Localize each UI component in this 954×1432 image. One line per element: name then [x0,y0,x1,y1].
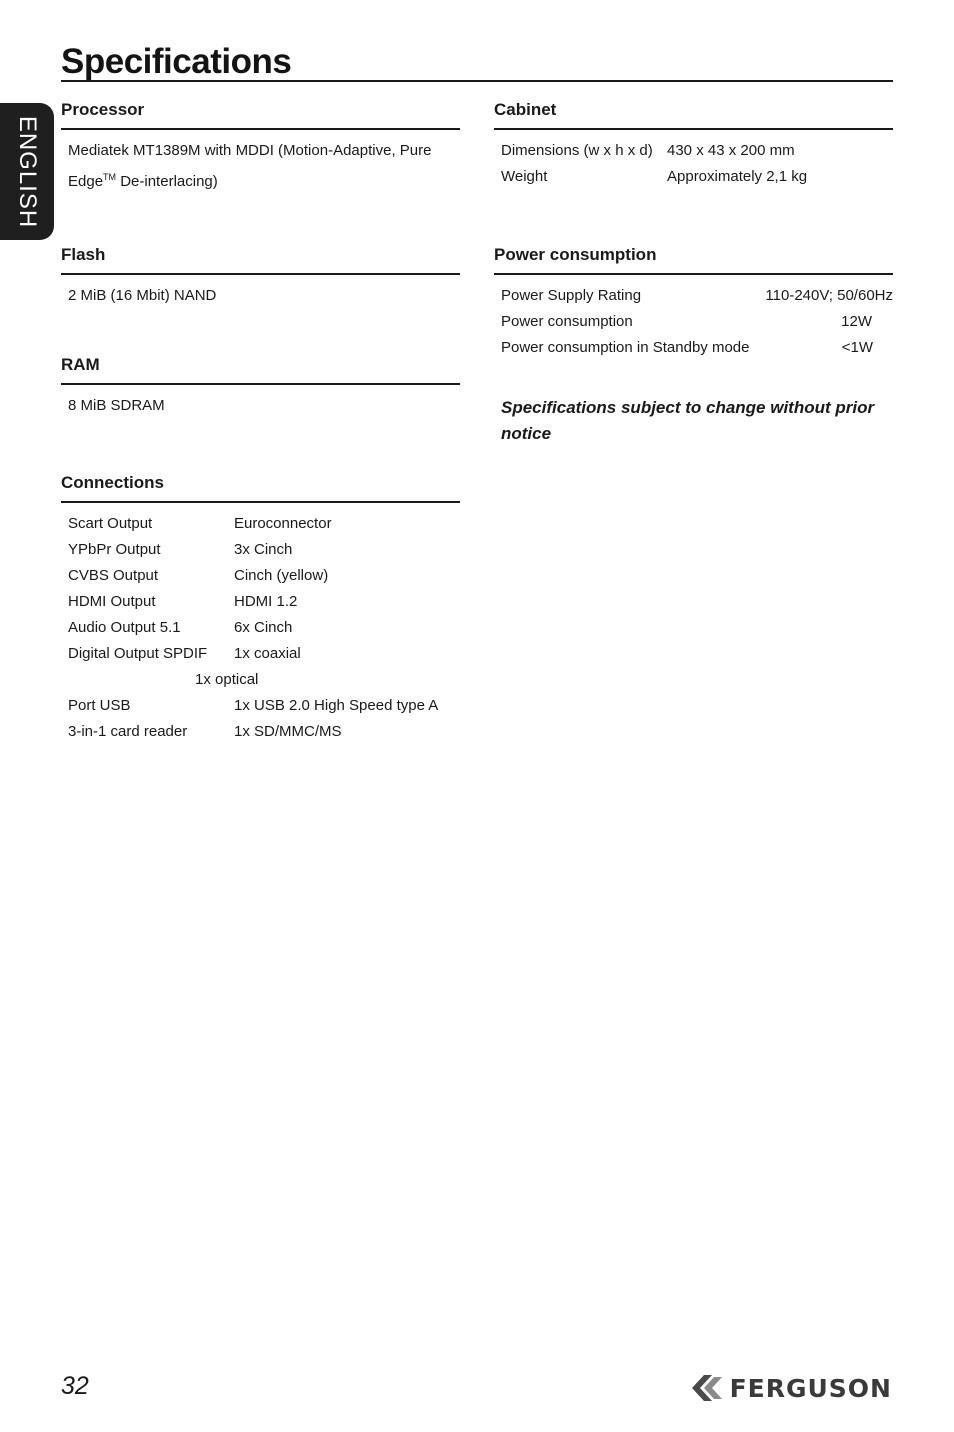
connections-heading: Connections [61,469,460,503]
power-heading: Power consumption [494,241,893,275]
processor-body [61,130,460,241]
table-row [501,283,893,309]
spec-value: Euroconnector [234,515,332,532]
processor-edge-text: Edge [68,173,104,190]
spec-label: Power consumption in Standby mode [501,339,750,356]
table-row [68,511,460,537]
spec-label: Power Supply Rating [501,287,642,304]
table-row [68,615,460,641]
optical-row [68,667,460,693]
spec-label: Weight [501,168,548,185]
flash-heading: Flash [61,241,460,275]
spec-value: Cinch (yellow) [234,567,329,584]
spec-value: 12W [841,313,872,330]
ram-section [61,351,460,469]
language-tab-label: ENGLISH [14,115,41,228]
processor-section [61,96,460,241]
spec-value: <1W [841,339,873,356]
left-column [61,96,460,745]
spec-label: 3-in-1 card reader [68,723,188,740]
spec-value: 1x optical [195,671,259,688]
page-title: Specifications [61,42,292,81]
disclaimer-note: Specifications subject to change without prior notice [501,398,875,443]
page-number: 32 [61,1372,89,1400]
connections-body [61,503,460,745]
power-section [494,241,893,395]
spec-value: 6x Cinch [234,619,293,636]
ram-body [61,385,460,469]
table-row [68,693,460,719]
spec-value: 430 x 43 x 200 mm [667,142,795,159]
table-row [501,164,893,190]
ram-value: 8 MiB SDRAM [68,397,165,414]
spec-value: 1x coaxial [234,645,301,662]
spec-label: Audio Output 5.1 [68,619,181,636]
title-rule [61,80,893,82]
table-row [68,641,460,667]
table-row [68,537,460,563]
spec-value: 1x USB 2.0 High Speed type A [234,697,439,714]
table-row [68,563,460,589]
spec-value: 1x SD/MMC/MS [234,723,342,740]
processor-deinterlacing-text: De-interlacing) [116,173,218,190]
spec-label: HDMI Output [68,593,156,610]
right-column [494,96,893,447]
spec-value: HDMI 1.2 [234,593,298,610]
connections-section [61,469,460,745]
spec-value: Approximately 2,1 kg [667,168,808,185]
spec-label: YPbPr Output [68,541,161,558]
spec-label: Dimensions (w x h x d) [501,142,653,159]
brand-logo [690,1373,892,1403]
ferguson-logo-icon [690,1373,724,1403]
trademark-sup: TM [103,172,117,182]
table-row [501,309,893,335]
cabinet-section [494,96,893,241]
processor-heading: Processor [61,96,460,130]
cabinet-heading: Cabinet [494,96,893,130]
spec-label: Digital Output SPDIF [68,645,208,662]
spec-value: 110-240V; 50/60Hz [765,287,893,304]
spec-label: CVBS Output [68,567,159,584]
language-tab [0,103,54,240]
spec-label: Scart Output [68,515,153,532]
brand-name: FERGUSON [729,1373,892,1403]
flash-body [61,275,460,351]
power-body [494,275,893,395]
cabinet-body [494,130,893,241]
table-row [68,589,460,615]
table-row [501,335,893,361]
processor-line-2 [68,164,460,195]
spec-label: Port USB [68,697,131,714]
spec-value: 3x Cinch [234,541,293,558]
table-row [68,719,460,745]
processor-line-1: Mediatek MT1389M with MDDI (Motion-Adaptive, Pure [68,142,432,159]
table-row [501,138,893,164]
spec-label: Power consumption [501,313,633,330]
flash-section [61,241,460,351]
ram-heading: RAM [61,351,460,385]
flash-value: 2 MiB (16 Mbit) NAND [68,287,217,304]
